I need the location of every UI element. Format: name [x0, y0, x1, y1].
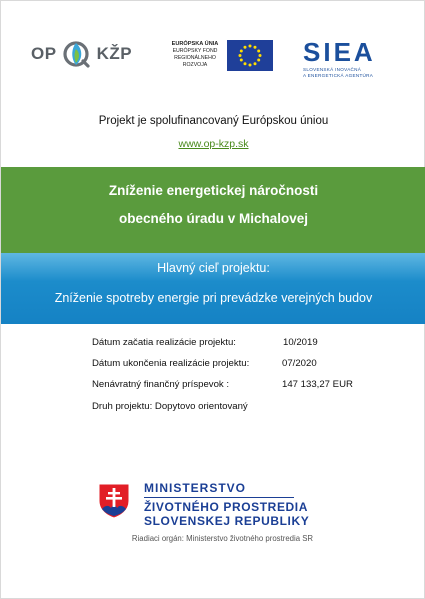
siea-sub-line-2: A ENERGETICKÁ AGENTÚRA	[303, 73, 374, 78]
op-kzp-logo-left-text: OP	[31, 44, 57, 63]
ministry-line-2: ŽIVOTNÉHO PROSTREDIA	[144, 500, 309, 514]
ministry-name	[144, 481, 309, 528]
eu-line-1: EURÓPSKA ÚNIA	[171, 41, 219, 47]
detail-label: Dátum ukončenia realizácie projektu:	[92, 358, 250, 369]
siea-logo-word: SIEA	[303, 37, 376, 67]
siea-logo	[303, 39, 393, 79]
slovak-coat-of-arms-icon	[98, 483, 130, 519]
goal-text: Zníženie spotreby energie pri prevádzke verejných budov	[54, 291, 373, 305]
goal-heading: Hlavný cieľ projektu:	[157, 261, 270, 275]
project-title-line-1: Zníženie energetickej náročnosti	[108, 183, 319, 198]
managing-authority-text: Riadiaci orgán: Ministerstvo životného prostredia SR	[131, 534, 314, 543]
ministry-divider	[144, 497, 294, 498]
project-title-band	[1, 167, 425, 253]
eu-flag-icon	[227, 40, 273, 71]
siea-sub-line-1: SLOVENSKÁ INOVAČNÁ	[303, 67, 362, 72]
eu-logo	[166, 39, 273, 71]
siea-logo-subtitle	[303, 67, 393, 79]
detail-label: Druh projektu: Dopytovo orientovaný	[92, 401, 248, 412]
detail-value: 07/2020	[282, 358, 317, 369]
ministry-line-3: SLOVENSKEJ REPUBLIKY	[144, 514, 310, 528]
op-kzp-logo	[31, 37, 132, 71]
detail-label: Dátum začatia realizácie projektu:	[92, 337, 236, 348]
leaf-drop-icon	[61, 39, 91, 69]
project-goal-band	[1, 253, 425, 324]
ministry-logo	[98, 481, 358, 529]
project-title-line-2: obecného úradu v Michalovej	[118, 211, 309, 226]
eu-line-3: REGIONÁLNEHO ROZVOJA	[174, 55, 216, 68]
eu-logo-text	[166, 41, 224, 69]
op-kzp-website-link[interactable]: www.op-kzp.sk	[178, 138, 249, 150]
detail-value: 10/2019	[283, 337, 318, 348]
eu-line-2: EURÓPSKY FOND	[172, 48, 218, 54]
detail-value: 147 133,27 EUR	[282, 379, 353, 390]
detail-label: Nenávratný finančný príspevok :	[92, 379, 230, 390]
ministry-line-1: MINISTERSTVO	[144, 481, 247, 495]
cofinanced-text: Projekt je spolufinancovaný Európskou úniou	[98, 115, 329, 127]
op-kzp-logo-right-text: KŽP	[96, 44, 133, 63]
